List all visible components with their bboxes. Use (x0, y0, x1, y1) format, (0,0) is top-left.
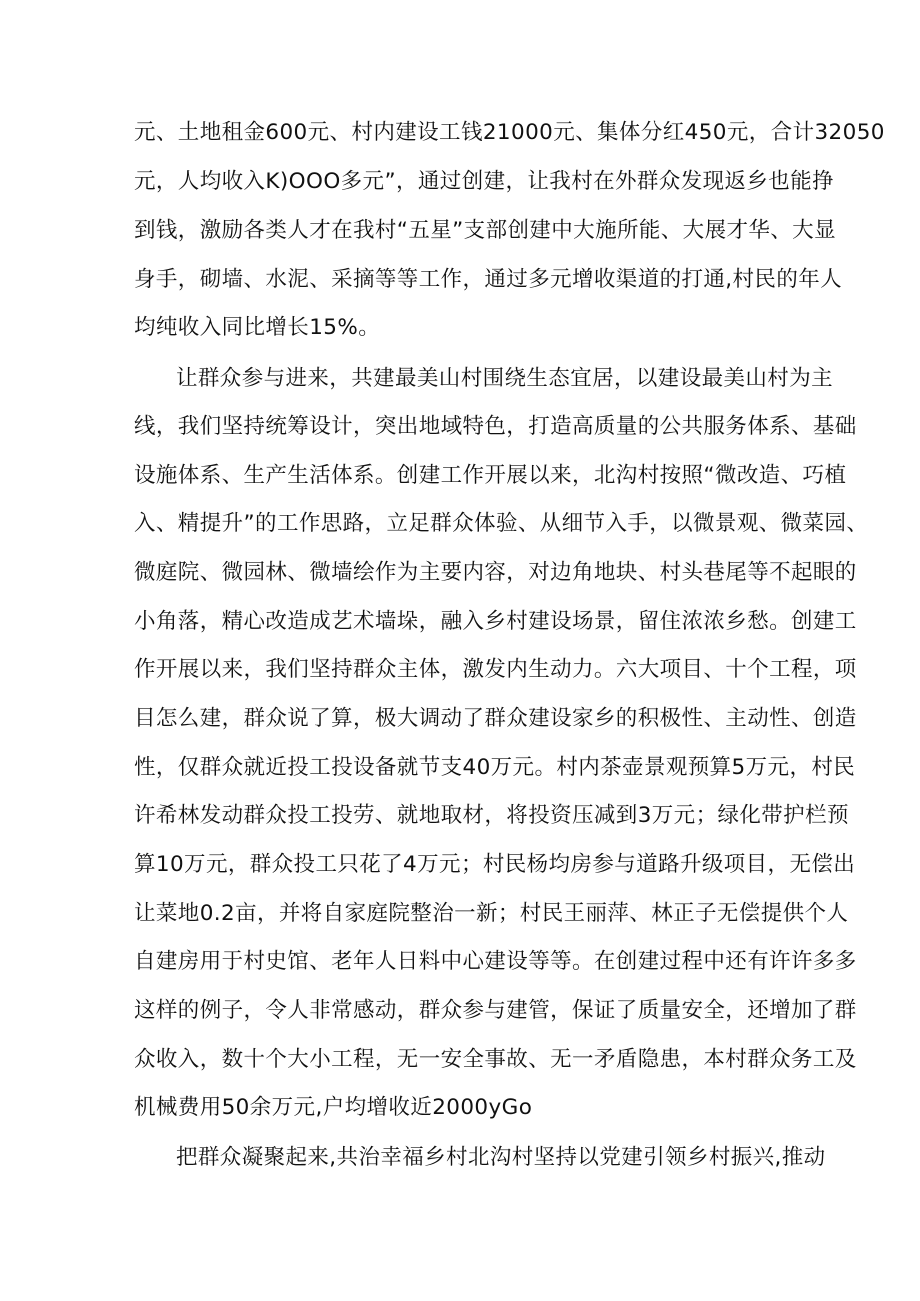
text-line: 让菜地0.2亩，并将自家庭院整治一新；村民王丽萍、林正子无偿提供个人 (134, 901, 849, 926)
text-line: 元、土地租金600元、村内建设工钱21000元、集体分红450元，合计32050 (134, 120, 885, 145)
text-line: 入、精提升”的工作思路，立足群众体验、从细节入手，以微景观、微菜园、 (134, 511, 869, 536)
text-line: 元，人均收入K)OOO多元”，通过创建，让我村在外群众发现返乡也能挣 (134, 169, 834, 194)
text-line: 设施体系、生产生活体系。创建工作开展以来，北沟村按照“微改造、巧植 (134, 463, 847, 488)
text-line: 作开展以来，我们坚持群众主体，激发内生动力。六大项目、十个工程，项 (134, 657, 857, 682)
text-line: 许希林发动群众投工投劳、就地取材，将投资压减到3万元；绿化带护栏预 (134, 803, 849, 828)
text-line: 众收入，数十个大小工程，无一安全事故、无一矛盾隐患，本村群众务工及 (134, 1047, 857, 1072)
text-line: 小角落，精心改造成艺术墙垛，融入乡村建设场景，留住浓浓乡愁。创建工 (134, 609, 857, 634)
text-line: 身手，砌墙、水泥、采摘等等工作，通过多元增收渠道的打通,村民的年人 (134, 267, 843, 292)
text-line: 微庭院、微园林、微墙绘作为主要内容，对边角地块、村头巷尾等不起眼的 (134, 560, 857, 585)
text-line: 这样的例子，令人非常感动，群众参与建管，保证了质量安全，还增加了群 (134, 998, 857, 1023)
text-line: 目怎么建，群众说了算，极大调动了群众建设家乡的积极性、主动性、创造 (134, 706, 857, 731)
text-line: 到钱，激励各类人才在我村“五星”支部创建中大施所能、大展才华、大显 (134, 218, 836, 243)
text-line: 性，仅群众就近投工投设备就节支40万元。村内茶壶景观预算5万元，村民 (134, 755, 856, 780)
text-line: 均纯收入同比增长15%。 (134, 315, 381, 340)
text-line: 机械费用50余万元,户均增收近2000yGo (134, 1095, 533, 1120)
text-line: 线，我们坚持统筹设计，突出地域特色，打造高质量的公共服务体系、基础 (134, 414, 857, 439)
paragraph-first-line: 让群众参与进来，共建最美山村围绕生态宜居，以建设最美山村为主 (176, 366, 834, 391)
text-line: 算10万元，群众投工只花了4万元；村民杨均房参与道路升级项目，无偿出 (134, 852, 856, 877)
text-line: 自建房用于村史馆、老年人日料中心建设等等。在创建过程中还有许许多多 (134, 949, 857, 974)
paragraph-first-line: 把群众凝聚起来,共治幸福乡村北沟村坚持以党建引领乡村振兴,推动 (176, 1145, 826, 1170)
